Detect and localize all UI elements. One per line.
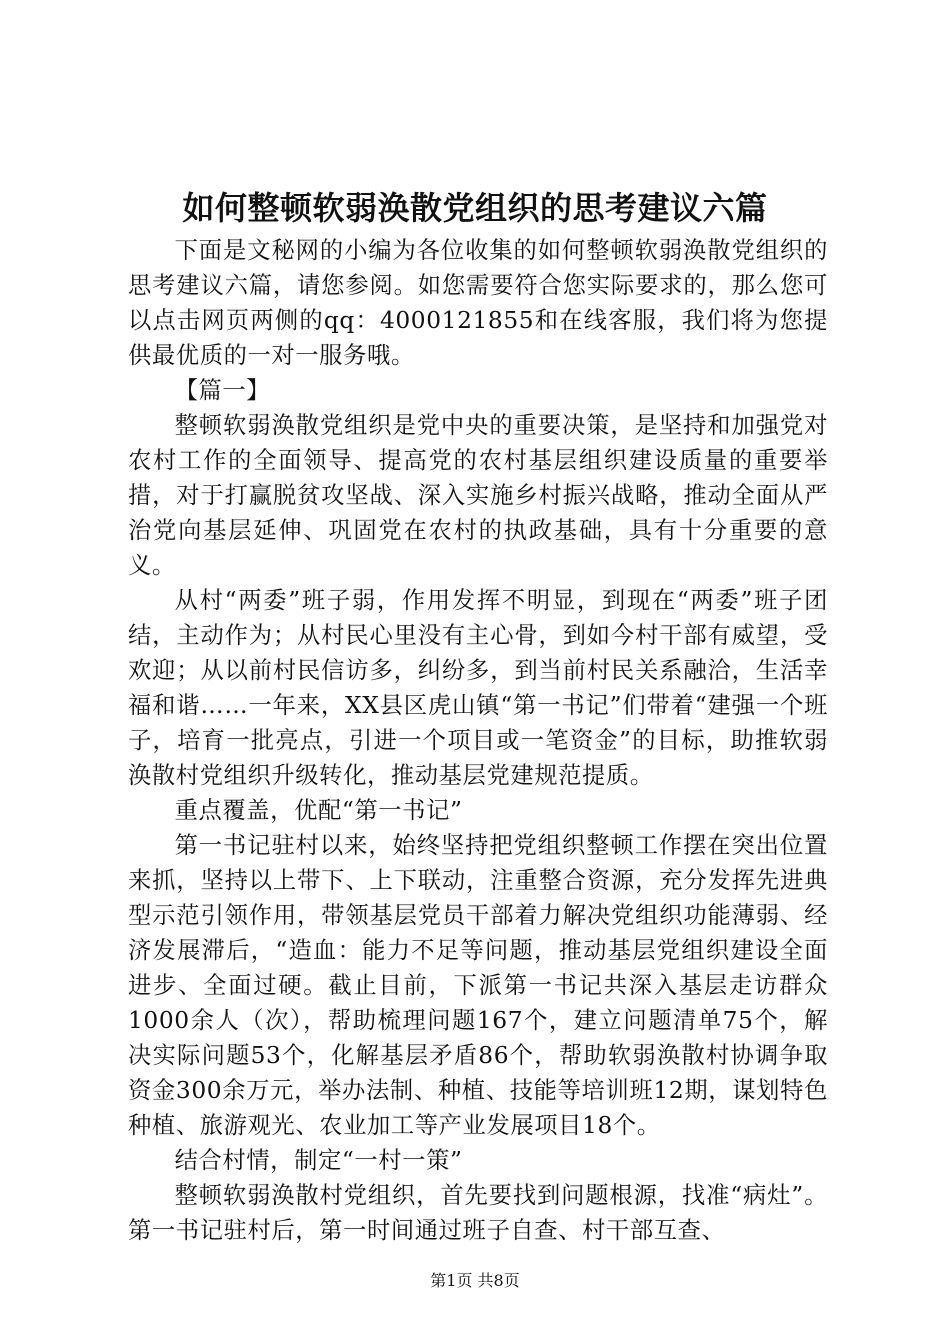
body-paragraph: 第一书记驻村以来，始终坚持把党组织整顿工作摆在突出位置来抓，坚持以上带下、上下联动，注重整合资源，充分发挥先进典型示范引领作用，带领基层党员干部着力解决党组织功能薄弱、经济发展滞后，“造血：能力不足等问题，推动基层党组织建设全面进步、全面过硬。截止目前，下派第一书记共深入基层走访群众1000余人（次），帮助梳理问题167个，建立问题清单75个，解决实际问题53个，化解基层矛盾86个，帮助软弱涣散村协调争取资金300余万元，举办法制、种植、技能等培训班12期，谋划特色种植、旅游观光、农业加工等产业发展项目18个。	[128, 832, 828, 1139]
section-heading-part-one: 【篇一】	[174, 377, 271, 404]
document-body	[128, 233, 828, 1248]
subheading: 重点覆盖，优配“第一书记”	[174, 797, 463, 824]
page-number-footer: 第1页 共8页	[430, 1271, 520, 1290]
body-paragraph: 从村“两委”班子弱，作用发挥不明显，到现在“两委”班子团结，主动作为；从村民心里没有主心骨，到如今村干部有威望，受欢迎；从以前村民信访多，纠纷多，到当前村民关系融洽，生活幸福和谐……一年来，XX县区虎山镇“第一书记”们带着“建强一个班子，培育一批亮点，引进一个项目或一笔资金”的目标，助推软弱涣散村党组织升级转化，推动基层党建规范提质。	[128, 587, 828, 789]
body-paragraph: 整顿软弱涣散村党组织，首先要找到问题根源，找准“病灶”。第一书记驻村后，第一时间通过班子自查、村干部互查、	[128, 1182, 828, 1244]
body-paragraph: 整顿软弱涣散党组织是党中央的重要决策，是坚持和加强党对农村工作的全面领导、提高党的农村基层组织建设质量的重要举措，对于打赢脱贫攻坚战、深入实施乡村振兴战略，推动全面从严治党向基层延伸、巩固党在农村的执政基础，具有十分重要的意义。	[128, 412, 828, 579]
intro-paragraph: 下面是文秘网的小编为各位收集的如何整顿软弱涣散党组织的思考建议六篇，请您参阅。如您需要符合您实际要求的，那么您可以点击网页两侧的qq：4000121855和在线客服，我们将为您提供最优质的一对一服务哦。	[128, 237, 828, 369]
subheading: 结合村情，制定“一村一策”	[174, 1147, 463, 1174]
document-title: 如何整顿软弱涣散党组织的思考建议六篇	[182, 189, 768, 227]
